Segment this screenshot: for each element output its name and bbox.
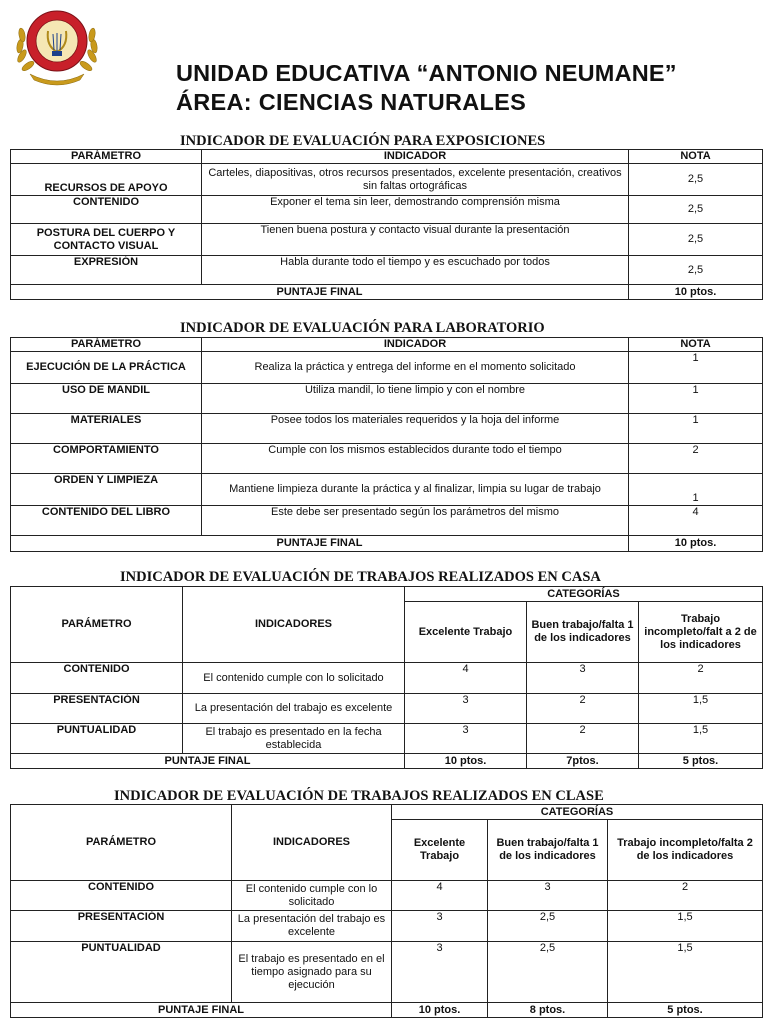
total-incompleto: 5 ptos. <box>639 754 763 769</box>
nota-cell: 1 <box>629 352 763 384</box>
table-row <box>11 444 763 474</box>
table-row <box>11 224 763 256</box>
table-row <box>11 881 763 911</box>
nota-cell: 1 <box>629 414 763 444</box>
header-indicador: INDICADOR <box>202 150 629 164</box>
total-buen-trabajo: 7ptos. <box>527 754 639 769</box>
param-cell: PUNTUALIDAD <box>11 942 232 1003</box>
laboratorio-heading: INDICADOR DE EVALUACIÓN PARA LABORATORIO <box>180 320 545 336</box>
nota-cell: 2 <box>629 444 763 474</box>
param-cell: USO DE MANDIL <box>11 384 202 414</box>
indicador-cell: Realiza la práctica y entrega del informe en el momento solicitado <box>202 352 629 384</box>
excelente-cell: 4 <box>405 663 527 694</box>
nota-cell: 2,5 <box>629 164 763 196</box>
indicador-cell: El contenido cumple con lo solicitado <box>232 881 392 911</box>
param-cell: PUNTUALIDAD <box>11 724 183 754</box>
excelente-cell: 3 <box>405 724 527 754</box>
indicador-cell: Tienen buena postura y contacto visual durante la presentación <box>202 224 629 256</box>
header-nota: NOTA <box>629 338 763 352</box>
total-incompleto: 5 ptos. <box>608 1003 763 1018</box>
table-row <box>11 164 763 196</box>
header-trabajo-incompleto: Trabajo incompleto/falta 2 de los indicadores <box>608 820 763 881</box>
indicador-cell: Mantiene limpieza durante la práctica y al finalizar, limpia su lugar de trabajo <box>202 474 629 506</box>
indicador-cell: Exponer el tema sin leer, demostrando comprensión misma <box>202 196 629 224</box>
header-buen-trabajo: Buen trabajo/falta 1 de los indicadores <box>527 602 639 663</box>
buen-trabajo-cell: 2,5 <box>488 942 608 1003</box>
nota-cell: 2,5 <box>629 256 763 285</box>
total-value: 10 ptos. <box>629 536 763 552</box>
header-categorias: CATEGORÍAS <box>392 805 763 820</box>
total-buen-trabajo: 8 ptos. <box>488 1003 608 1018</box>
incompleto-cell: 2 <box>608 881 763 911</box>
exposiciones-table <box>10 149 763 300</box>
table-row <box>11 474 763 506</box>
indicador-cell: Cumple con los mismos establecidos durante todo el tiempo <box>202 444 629 474</box>
table-row <box>11 256 763 285</box>
indicador-cell: Carteles, diapositivas, otros recursos presentados, excelente presentación, creativos sin faltas ortográficas <box>202 164 629 196</box>
total-value: 10 ptos. <box>629 285 763 300</box>
excelente-cell: 3 <box>392 942 488 1003</box>
header-trabajo-incompleto: Trabajo incompleto/falt a 2 de los indicadores <box>639 602 763 663</box>
header-parametro: PARÁMETRO <box>11 150 202 164</box>
table-row <box>11 414 763 444</box>
header-buen-trabajo: Buen trabajo/falta 1 de los indicadores <box>488 820 608 881</box>
buen-trabajo-cell: 2,5 <box>488 911 608 942</box>
table-row <box>11 384 763 414</box>
total-label: PUNTAJE FINAL <box>11 285 629 300</box>
exposiciones-heading: INDICADOR DE EVALUACIÓN PARA EXPOSICIONES <box>180 133 546 149</box>
incompleto-cell: 1,5 <box>608 911 763 942</box>
buen-trabajo-cell: 2 <box>527 724 639 754</box>
table-row <box>11 911 763 942</box>
indicador-cell: Este debe ser presentado según los parámetros del mismo <box>202 506 629 536</box>
incompleto-cell: 2 <box>639 663 763 694</box>
header-indicadores: INDICADORES <box>183 587 405 663</box>
indicador-cell: El trabajo es presentado en la fecha establecida <box>183 724 405 754</box>
indicador-cell: Habla durante todo el tiempo y es escuchado por todos <box>202 256 629 285</box>
casa-table <box>10 586 763 769</box>
nota-cell: 2,5 <box>629 196 763 224</box>
table-row <box>11 942 763 1003</box>
total-row <box>11 1003 763 1018</box>
table-header-row <box>11 150 763 164</box>
header-parametro: PARÁMETRO <box>11 805 232 881</box>
param-cell: CONTENIDO <box>11 881 232 911</box>
indicador-cell: La presentación del trabajo es excelente <box>232 911 392 942</box>
total-label: PUNTAJE FINAL <box>11 536 629 552</box>
header-excelente: Excelente Trabajo <box>392 820 488 881</box>
clase-table <box>10 804 763 1018</box>
nota-cell: 1 <box>629 384 763 414</box>
nota-cell: 2,5 <box>629 224 763 256</box>
total-row <box>11 285 763 300</box>
table-header-row <box>11 805 763 820</box>
casa-heading: INDICADOR DE EVALUACIÓN DE TRABAJOS REALIZADOS EN CASA <box>120 569 601 585</box>
indicador-cell: Utiliza mandil, lo tiene limpio y con el nombre <box>202 384 629 414</box>
param-cell: CONTENIDO <box>11 663 183 694</box>
area-title: ÁREA: CIENCIAS NATURALES <box>176 89 527 115</box>
laboratorio-table <box>10 337 763 552</box>
table-header-row <box>11 587 763 602</box>
excelente-cell: 4 <box>392 881 488 911</box>
clase-heading: INDICADOR DE EVALUACIÓN DE TRABAJOS REALIZADOS EN CLASE <box>114 788 604 804</box>
table-row <box>11 724 763 754</box>
param-cell: CONTENIDO DEL LIBRO <box>11 506 202 536</box>
param-cell: MATERIALES <box>11 414 202 444</box>
nota-cell: 1 <box>629 474 763 506</box>
header-indicador: INDICADOR <box>202 338 629 352</box>
table-row <box>11 352 763 384</box>
table-row <box>11 196 763 224</box>
buen-trabajo-cell: 3 <box>527 663 639 694</box>
param-cell: EJECUCIÓN DE LA PRÁCTICA <box>11 352 202 384</box>
nota-cell: 4 <box>629 506 763 536</box>
excelente-cell: 3 <box>392 911 488 942</box>
param-cell: ORDEN Y LIMPIEZA <box>11 474 202 506</box>
buen-trabajo-cell: 2 <box>527 694 639 724</box>
indicador-cell: El trabajo es presentado en el tiempo asignado para su ejecución <box>232 942 392 1003</box>
total-excelente: 10 ptos. <box>392 1003 488 1018</box>
buen-trabajo-cell: 3 <box>488 881 608 911</box>
total-row <box>11 754 763 769</box>
indicador-cell: Posee todos los materiales requeridos y la hoja del informe <box>202 414 629 444</box>
incompleto-cell: 1,5 <box>608 942 763 1003</box>
table-row <box>11 694 763 724</box>
header-nota: NOTA <box>629 150 763 164</box>
indicador-cell: El contenido cumple con lo solicitado <box>183 663 405 694</box>
header-excelente: Excelente Trabajo <box>405 602 527 663</box>
table-row <box>11 663 763 694</box>
total-excelente: 10 ptos. <box>405 754 527 769</box>
param-cell: COMPORTAMIENTO <box>11 444 202 474</box>
table-row <box>11 506 763 536</box>
param-cell: POSTURA DEL CUERPO Y CONTACTO VISUAL <box>11 224 202 256</box>
school-crest-logo <box>10 4 104 86</box>
excelente-cell: 3 <box>405 694 527 724</box>
incompleto-cell: 1,5 <box>639 694 763 724</box>
param-cell: RECURSOS DE APOYO <box>11 164 202 196</box>
header-categorias: CATEGORÍAS <box>405 587 763 602</box>
indicador-cell: La presentación del trabajo es excelente <box>183 694 405 724</box>
header-indicadores: INDICADORES <box>232 805 392 881</box>
incompleto-cell: 1,5 <box>639 724 763 754</box>
param-cell: PRESENTACIÓN <box>11 911 232 942</box>
total-row <box>11 536 763 552</box>
param-cell: EXPRESIÓN <box>11 256 202 285</box>
header-parametro: PARÁMETRO <box>11 338 202 352</box>
total-label: PUNTAJE FINAL <box>11 754 405 769</box>
total-label: PUNTAJE FINAL <box>11 1003 392 1018</box>
table-header-row <box>11 338 763 352</box>
header-parametro: PARÁMETRO <box>11 587 183 663</box>
param-cell: PRESENTACIÓN <box>11 694 183 724</box>
school-title: UNIDAD EDUCATIVA “ANTONIO NEUMANE” <box>176 60 677 86</box>
param-cell: CONTENIDO <box>11 196 202 224</box>
